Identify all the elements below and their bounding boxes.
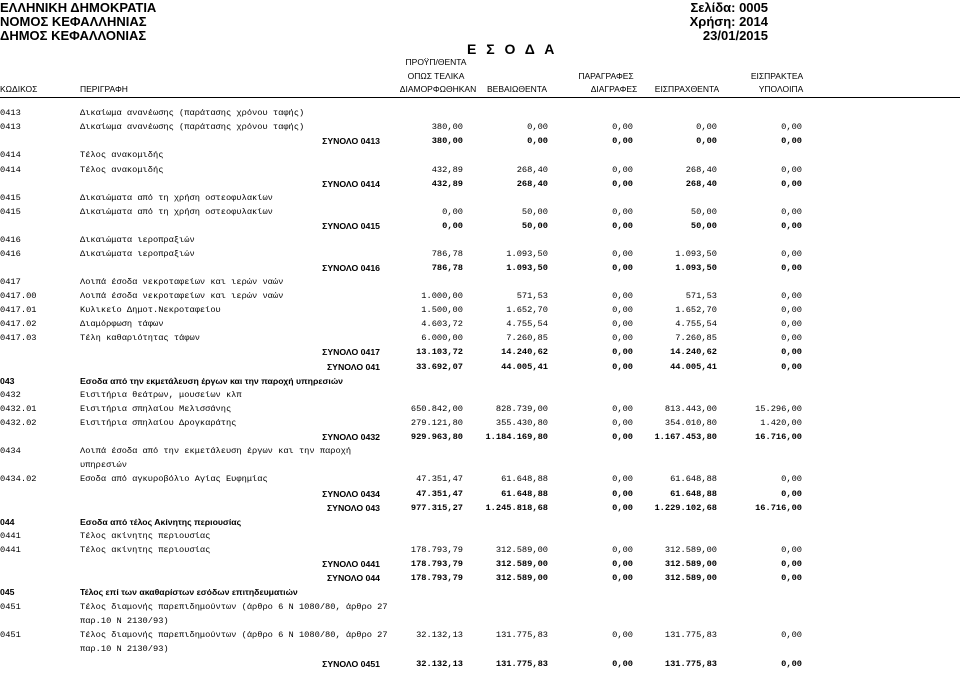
value-budget: 432,89	[431, 179, 463, 189]
value-budget: 47.351,47	[416, 489, 463, 499]
row-description: Εσοδα από την εκμετάλευση έργων και την παροχή υπηρεσιών	[80, 376, 344, 386]
table-row	[0, 303, 960, 317]
value-writeoffs: 0,00	[612, 136, 633, 146]
total-label: ΣΥΝΟΛΟ 0434	[322, 489, 380, 499]
value-collected: 0,00	[696, 122, 717, 132]
table-row	[0, 205, 960, 219]
value-writeoffs: 0,00	[612, 263, 633, 273]
value-receivable: 0,00	[781, 559, 802, 569]
value-writeoffs: 0,00	[612, 545, 633, 555]
row-code: 0413	[0, 122, 21, 132]
value-writeoffs: 0,00	[612, 347, 633, 357]
row-code: 0432.01	[0, 404, 37, 414]
total-row	[0, 557, 960, 571]
total-label: ΣΥΝΟΛΟ 0451	[322, 659, 380, 669]
row-description: Κυλικείο Δημοτ.Νεκροταφείου	[80, 305, 221, 315]
row-code: 0416	[0, 235, 21, 245]
total-label: ΣΥΝΟΛΟ 0441	[322, 559, 380, 569]
value-collected: 131.775,83	[664, 659, 717, 669]
total-label: ΣΥΝΟΛΟ 0432	[322, 432, 380, 442]
value-certified: 50,00	[521, 221, 548, 231]
value-certified: 1.184.169,80	[485, 432, 548, 442]
row-description: παρ.10 Ν 2130/93)	[80, 616, 169, 626]
value-writeoffs: 0,00	[612, 333, 633, 343]
row-description: Δικαίωμα ανανέωσης (παράτασης χρόνου ταφής)	[80, 122, 305, 132]
value-certified: 7.260,85	[506, 333, 548, 343]
value-collected: 312.589,00	[664, 573, 717, 583]
value-certified: 4.755,54	[506, 319, 548, 329]
table-row	[0, 416, 960, 430]
table-row	[0, 458, 960, 472]
value-certified: 1.093,50	[506, 249, 548, 259]
row-description: Δικαιώματα από τη χρήση οστεοφυλακίων	[80, 193, 273, 203]
value-certified: 1.093,50	[506, 263, 548, 273]
value-writeoffs: 0,00	[612, 573, 633, 583]
value-budget: 279.121,80	[410, 418, 463, 428]
table-row	[0, 331, 960, 345]
value-collected: 4.755,54	[675, 319, 717, 329]
table-row	[0, 275, 960, 289]
value-receivable: 0,00	[781, 333, 802, 343]
table-row	[0, 444, 960, 458]
total-row	[0, 501, 960, 515]
row-description: Λοιπά έσοδα νεκροταφείων και ιερών ναών	[80, 291, 284, 301]
value-receivable: 0,00	[781, 179, 802, 189]
value-writeoffs: 0,00	[612, 503, 633, 513]
table-row	[0, 543, 960, 557]
page-title: Ε Σ Ο Δ Α	[467, 41, 558, 57]
row-code: 0413	[0, 108, 21, 118]
value-receivable: 0,00	[781, 122, 802, 132]
value-receivable: 0,00	[781, 165, 802, 175]
section-row	[0, 515, 960, 529]
value-budget: 32.132,13	[416, 659, 463, 669]
total-label: ΣΥΝΟΛΟ 044	[326, 573, 380, 583]
row-description: παρ.10 Ν 2130/93)	[80, 644, 169, 654]
value-collected: 131.775,83	[664, 630, 717, 640]
value-writeoffs: 0,00	[612, 489, 633, 499]
value-collected: 1.093,50	[675, 249, 717, 259]
row-code: 0432.02	[0, 418, 37, 428]
value-receivable: 0,00	[781, 207, 802, 217]
total-row	[0, 177, 960, 191]
value-receivable: 0,00	[781, 630, 802, 640]
section-row	[0, 585, 960, 599]
table-row	[0, 191, 960, 205]
table-row	[0, 642, 960, 656]
table-row	[0, 247, 960, 261]
value-writeoffs: 0,00	[612, 122, 633, 132]
total-label: ΣΥΝΟΛΟ 0413	[322, 136, 380, 146]
value-collected: 312.589,00	[664, 545, 717, 555]
row-code: 0417	[0, 277, 21, 287]
total-row	[0, 134, 960, 148]
table-row	[0, 614, 960, 628]
section-row	[0, 374, 960, 388]
col-budget-line3: ΔΙΑΜΟΡΦΩΘΗΚΑΝ	[399, 84, 477, 94]
value-writeoffs: 0,00	[612, 659, 633, 669]
row-code: 0417.03	[0, 333, 37, 343]
value-certified: 61.648,88	[501, 489, 548, 499]
value-certified: 355.430,80	[495, 418, 548, 428]
row-description: Τέλος ανακομιδής	[80, 165, 164, 175]
row-code: 0434.02	[0, 474, 37, 484]
value-writeoffs: 0,00	[612, 474, 633, 484]
col-budget-line1: ΠΡΟΫΠ/ΘΕΝΤΑ	[405, 57, 467, 67]
municipality-name: ΔΗΜΟΣ ΚΕΦΑΛΛΟΝΙΑΣ	[0, 28, 147, 43]
row-description: Τέλη καθαριότητας τάφων	[80, 333, 200, 343]
table-row	[0, 529, 960, 543]
value-budget: 786,78	[431, 249, 463, 259]
value-collected: 312.589,00	[664, 559, 717, 569]
value-budget: 178.793,79	[410, 545, 463, 555]
value-writeoffs: 0,00	[612, 165, 633, 175]
value-certified: 828.739,00	[495, 404, 548, 414]
row-code: 045	[0, 587, 15, 597]
value-budget: 13.103,72	[416, 347, 463, 357]
total-row	[0, 219, 960, 233]
value-receivable: 0,00	[781, 305, 802, 315]
total-row	[0, 261, 960, 275]
table-row	[0, 163, 960, 177]
value-certified: 14.240,62	[501, 347, 548, 357]
value-receivable: 16.716,00	[755, 503, 802, 513]
value-budget: 178.793,79	[410, 559, 463, 569]
col-certified: ΒΕΒΑΙΩΘΕΝΤΑ	[486, 84, 548, 94]
row-code: 0417.02	[0, 319, 37, 329]
country-name: ΕΛΛΗΝΙΚΗ ΔΗΜΟΚΡΑΤΙΑ	[0, 0, 157, 15]
value-certified: 1.245.818,68	[485, 503, 548, 513]
col-receivable-line2: ΥΠΟΛΟΙΠΑ	[758, 84, 804, 94]
total-label: ΣΥΝΟΛΟ 043	[326, 503, 380, 513]
value-receivable: 0,00	[781, 221, 802, 231]
value-certified: 571,53	[516, 291, 548, 301]
col-description: ΠΕΡΙΓΡΑΦΗ	[80, 84, 128, 94]
value-budget: 0,00	[442, 207, 463, 217]
value-writeoffs: 0,00	[612, 319, 633, 329]
value-collected: 44.005,41	[670, 362, 717, 372]
total-row	[0, 430, 960, 444]
value-receivable: 16.716,00	[755, 432, 802, 442]
table-row	[0, 120, 960, 134]
total-label: ΣΥΝΟΛΟ 0416	[322, 263, 380, 273]
value-writeoffs: 0,00	[612, 404, 633, 414]
value-budget: 32.132,13	[416, 630, 463, 640]
row-description: Δικαιώματα ιεροπραξιών	[80, 235, 195, 245]
total-label: ΣΥΝΟΛΟ 0417	[322, 347, 380, 357]
value-collected: 61.648,88	[670, 489, 717, 499]
value-collected: 813.443,00	[664, 404, 717, 414]
value-receivable: 15.296,00	[755, 404, 802, 414]
row-code: 0432	[0, 390, 21, 400]
total-row	[0, 360, 960, 374]
row-code: 0414	[0, 165, 21, 175]
value-receivable: 0,00	[781, 474, 802, 484]
value-receivable: 0,00	[781, 573, 802, 583]
value-writeoffs: 0,00	[612, 630, 633, 640]
value-receivable: 0,00	[781, 362, 802, 372]
report-date: 23/01/2015	[702, 28, 768, 43]
total-row	[0, 345, 960, 359]
value-receivable: 0,00	[781, 136, 802, 146]
value-certified: 0,00	[527, 122, 548, 132]
row-description: Εισιτήρια σπηλαίου Δρογκαράτης	[80, 418, 237, 428]
page-number: Σελίδα: 0005	[690, 0, 768, 15]
value-budget: 0,00	[442, 221, 463, 231]
value-receivable: 0,00	[781, 545, 802, 555]
value-collected: 61.648,88	[670, 474, 717, 484]
value-collected: 268,40	[685, 165, 717, 175]
table-row	[0, 600, 960, 614]
value-budget: 380,00	[431, 122, 463, 132]
value-budget: 977.315,27	[410, 503, 463, 513]
row-description: Τέλος διαμονής παρεπιδημούντων (άρθρο 6 Ν 1080/80, άρθρο 27	[80, 602, 388, 612]
value-budget: 432,89	[431, 165, 463, 175]
row-code: 044	[0, 517, 15, 527]
value-certified: 268,40	[516, 179, 548, 189]
row-description: Τέλος ακίνητης περιουσίας	[80, 545, 211, 555]
value-collected: 1.167.453,80	[654, 432, 717, 442]
value-certified: 312.589,00	[495, 559, 548, 569]
value-collected: 50,00	[690, 207, 717, 217]
row-description: Λοιπά έσοδα νεκροταφείων και ιερών ναών	[80, 277, 284, 287]
value-collected: 1.229.102,68	[654, 503, 717, 513]
value-receivable: 0,00	[781, 347, 802, 357]
value-receivable: 0,00	[781, 659, 802, 669]
value-writeoffs: 0,00	[612, 559, 633, 569]
value-collected: 571,53	[685, 291, 717, 301]
value-budget: 650.842,00	[410, 404, 463, 414]
total-row	[0, 657, 960, 671]
table-row	[0, 317, 960, 331]
row-code: 0414	[0, 150, 21, 160]
value-writeoffs: 0,00	[612, 418, 633, 428]
value-budget: 178.793,79	[410, 573, 463, 583]
value-writeoffs: 0,00	[612, 207, 633, 217]
value-certified: 0,00	[527, 136, 548, 146]
value-writeoffs: 0,00	[612, 221, 633, 231]
col-writeoffs-line1: ΠΑΡΑΓΡΑΦΕΣ	[578, 71, 634, 81]
col-writeoffs-line2: ΔΙΑΓΡΑΦΕΣ	[590, 84, 638, 94]
value-certified: 44.005,41	[501, 362, 548, 372]
row-code: 0417.00	[0, 291, 37, 301]
value-collected: 1.652,70	[675, 305, 717, 315]
table-row	[0, 628, 960, 642]
value-budget: 786,78	[431, 263, 463, 273]
row-description: Τέλος διαμονής παρεπιδημούντων (άρθρο 6 Ν 1080/80, άρθρο 27	[80, 630, 388, 640]
value-receivable: 0,00	[781, 291, 802, 301]
table-row	[0, 388, 960, 402]
value-budget: 1.500,00	[421, 305, 463, 315]
table-row	[0, 402, 960, 416]
row-description: Εισιτήρια σπηλαίου Μελισσάνης	[80, 404, 232, 414]
total-label: ΣΥΝΟΛΟ 0414	[322, 179, 380, 189]
value-certified: 268,40	[516, 165, 548, 175]
row-description: Δικαιώματα από τη χρήση οστεοφυλακίων	[80, 207, 273, 217]
value-collected: 268,40	[685, 179, 717, 189]
total-row	[0, 571, 960, 585]
value-certified: 61.648,88	[501, 474, 548, 484]
row-description: Τέλος επί των ακαθαρίστων εσόδων επιτηδευματιών	[80, 587, 298, 597]
row-description: Τέλος ακίνητης περιουσίας	[80, 531, 211, 541]
row-code: 0451	[0, 630, 21, 640]
value-budget: 33.692,07	[416, 362, 463, 372]
total-row	[0, 487, 960, 501]
value-collected: 50,00	[690, 221, 717, 231]
row-code: 0451	[0, 602, 21, 612]
value-collected: 354.010,80	[664, 418, 717, 428]
row-description: Τέλος ανακομιδής	[80, 150, 164, 160]
table-row	[0, 148, 960, 162]
value-writeoffs: 0,00	[612, 291, 633, 301]
fiscal-year: Χρήση: 2014	[689, 14, 768, 29]
value-certified: 312.589,00	[495, 573, 548, 583]
value-collected: 1.093,50	[675, 263, 717, 273]
value-certified: 50,00	[521, 207, 548, 217]
col-receivable-line1: ΕΙΣΠΡΑΚΤΕΑ	[750, 71, 804, 81]
row-description: Εισιτήρια θεάτρων, μουσείων κλπ	[80, 390, 242, 400]
row-code: 0417.01	[0, 305, 37, 315]
value-writeoffs: 0,00	[612, 179, 633, 189]
value-certified: 131.775,83	[495, 630, 548, 640]
row-description: Εσοδα από αγκυροβόλιο Αγίας Ευφημίας	[80, 474, 268, 484]
value-receivable: 0,00	[781, 263, 802, 273]
row-code: 0434	[0, 446, 21, 456]
value-certified: 312.589,00	[495, 545, 548, 555]
value-writeoffs: 0,00	[612, 249, 633, 259]
row-code: 0416	[0, 249, 21, 259]
col-budget-line2: ΟΠΩΣ ΤΕΛΙΚΑ	[407, 71, 465, 81]
value-budget: 4.603,72	[421, 319, 463, 329]
value-collected: 0,00	[696, 136, 717, 146]
total-label: ΣΥΝΟΛΟ 041	[326, 362, 380, 372]
value-budget: 929.963,80	[410, 432, 463, 442]
row-code: 0441	[0, 531, 21, 541]
row-description: Εσοδα από τέλος Ακίνητης περιουσίας	[80, 517, 242, 527]
row-code: 0441	[0, 545, 21, 555]
value-receivable: 0,00	[781, 249, 802, 259]
row-code: 0415	[0, 193, 21, 203]
value-collected: 14.240,62	[670, 347, 717, 357]
row-description: Διαμόρφωση τάφων	[80, 319, 164, 329]
value-certified: 131.775,83	[495, 659, 548, 669]
value-budget: 380,00	[431, 136, 463, 146]
value-certified: 1.652,70	[506, 305, 548, 315]
row-code: 043	[0, 376, 15, 386]
row-description: Δικαιώματα ιεροπραξιών	[80, 249, 195, 259]
row-description: Λοιπά έσοδα από την εκμετάλευση έργων και την παροχή	[80, 446, 352, 456]
value-collected: 7.260,85	[675, 333, 717, 343]
row-code: 0415	[0, 207, 21, 217]
value-budget: 1.000,00	[421, 291, 463, 301]
col-collected: ΕΙΣΠΡΑΧΘΕΝΤΑ	[654, 84, 720, 94]
value-writeoffs: 0,00	[612, 305, 633, 315]
value-receivable: 1.420,00	[760, 418, 802, 428]
value-receivable: 0,00	[781, 319, 802, 329]
prefecture-name: ΝΟΜΟΣ ΚΕΦΑΛΛΗΝΙΑΣ	[0, 14, 147, 29]
value-writeoffs: 0,00	[612, 362, 633, 372]
value-budget: 47.351,47	[416, 474, 463, 484]
total-label: ΣΥΝΟΛΟ 0415	[322, 221, 380, 231]
table-row	[0, 472, 960, 486]
col-code: ΚΩΔΙΚΟΣ	[0, 84, 38, 94]
row-description: Δικαίωμα ανανέωσης (παράτασης χρόνου ταφής)	[80, 108, 305, 118]
table-row	[0, 233, 960, 247]
table-row	[0, 106, 960, 120]
table-row	[0, 289, 960, 303]
value-receivable: 0,00	[781, 489, 802, 499]
value-budget: 6.000,00	[421, 333, 463, 343]
row-description: υπηρεσιών	[80, 460, 127, 470]
value-writeoffs: 0,00	[612, 432, 633, 442]
